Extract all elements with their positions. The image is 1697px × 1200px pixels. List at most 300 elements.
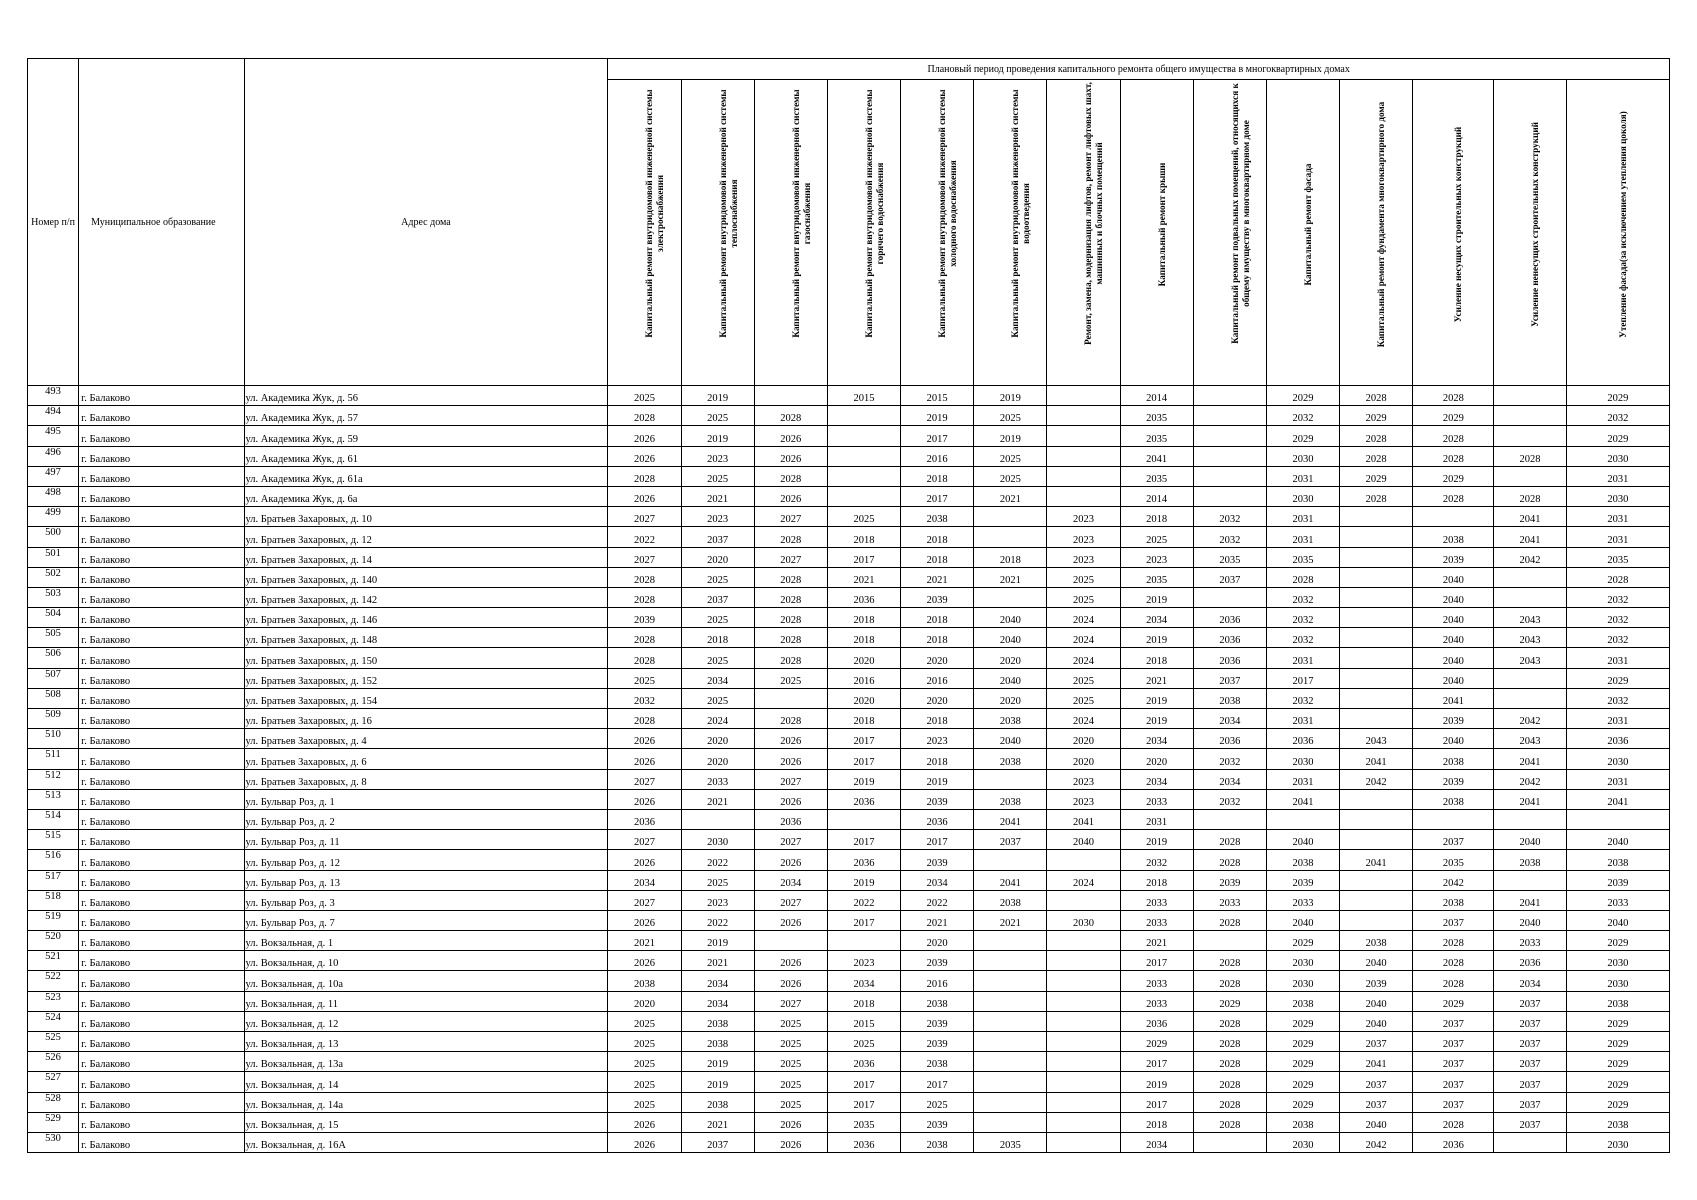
year-cell: 2028 [1193, 951, 1266, 971]
address-cell: ул. Братьев Захаровых, д. 142 [244, 587, 608, 607]
column-header-work-7 [1047, 80, 1120, 386]
year-cell: 2038 [1340, 931, 1413, 951]
year-cell: 2022 [608, 527, 681, 547]
address-cell: ул. Вокзальная, д. 10 [244, 951, 608, 971]
year-cell [974, 931, 1047, 951]
year-cell: 2036 [608, 809, 681, 829]
year-cell: 2024 [681, 709, 754, 729]
year-cell: 2031 [1266, 466, 1339, 486]
year-cell: 2037 [1413, 1032, 1494, 1052]
municipality-cell: г. Балаково [79, 547, 244, 567]
year-cell: 2027 [754, 507, 827, 527]
year-cell: 2026 [754, 910, 827, 930]
year-cell: 2021 [901, 567, 974, 587]
year-cell: 2039 [1340, 971, 1413, 991]
table-row [28, 406, 1670, 426]
year-cell: 2040 [974, 729, 1047, 749]
year-cell [1193, 426, 1266, 446]
table-row [28, 446, 1670, 466]
year-cell: 2037 [1494, 1072, 1566, 1092]
year-cell: 2041 [1340, 1052, 1413, 1072]
year-cell: 2019 [901, 769, 974, 789]
year-cell: 2016 [901, 971, 974, 991]
municipality-cell: г. Балаково [79, 507, 244, 527]
year-cell: 2033 [1120, 890, 1193, 910]
year-cell: 2028 [1193, 1032, 1266, 1052]
year-cell [974, 991, 1047, 1011]
year-cell: 2025 [608, 1092, 681, 1112]
year-cell: 2041 [1340, 850, 1413, 870]
year-cell: 2034 [1193, 709, 1266, 729]
year-cell: 2018 [681, 628, 754, 648]
year-cell: 2037 [1494, 1032, 1566, 1052]
municipality-cell: г. Балаково [79, 527, 244, 547]
year-cell: 2021 [827, 567, 900, 587]
year-cell: 2025 [754, 1092, 827, 1112]
year-cell: 2043 [1494, 628, 1566, 648]
year-cell: 2028 [1413, 1112, 1494, 1132]
table-row [28, 850, 1670, 870]
address-cell: ул. Вокзальная, д. 16А [244, 1132, 608, 1152]
year-cell: 2032 [1120, 850, 1193, 870]
year-cell [827, 426, 900, 446]
year-cell: 2040 [1340, 1011, 1413, 1031]
year-cell: 2017 [1120, 1092, 1193, 1112]
year-cell: 2032 [1566, 628, 1669, 648]
year-cell: 2019 [681, 426, 754, 446]
year-cell: 2028 [754, 406, 827, 426]
year-cell: 2028 [608, 466, 681, 486]
table-row [28, 991, 1670, 1011]
year-cell [827, 466, 900, 486]
year-cell [1494, 567, 1566, 587]
year-cell [1047, 1132, 1120, 1152]
year-cell: 2017 [827, 1092, 900, 1112]
year-cell [1340, 789, 1413, 809]
year-cell [1047, 1092, 1120, 1112]
year-cell: 2038 [1566, 850, 1669, 870]
year-cell [827, 809, 900, 829]
year-cell: 2019 [974, 386, 1047, 406]
table-row [28, 830, 1670, 850]
year-cell: 2028 [754, 709, 827, 729]
row-number: 523 [28, 991, 79, 1011]
year-cell [1047, 1052, 1120, 1072]
year-cell: 2017 [901, 1072, 974, 1092]
row-number: 520 [28, 931, 79, 951]
year-cell: 2018 [901, 466, 974, 486]
year-cell: 2039 [1413, 709, 1494, 729]
year-cell: 2037 [1340, 1072, 1413, 1092]
year-cell: 2028 [1413, 486, 1494, 506]
year-cell: 2032 [1193, 789, 1266, 809]
work-type-label: Усиление несущих строительных конструкций [1453, 126, 1464, 322]
year-cell [1413, 809, 1494, 829]
year-cell: 2021 [681, 951, 754, 971]
row-number: 527 [28, 1072, 79, 1092]
year-cell [974, 1092, 1047, 1112]
year-cell: 2028 [1193, 910, 1266, 930]
table-header [28, 59, 1670, 386]
year-cell: 2040 [1566, 910, 1669, 930]
year-cell: 2041 [1340, 749, 1413, 769]
year-cell: 2020 [827, 648, 900, 668]
year-cell: 2016 [827, 668, 900, 688]
year-cell [1340, 567, 1413, 587]
column-header-address: Адрес дома [244, 59, 608, 386]
year-cell: 2027 [754, 991, 827, 1011]
year-cell: 2028 [1193, 1112, 1266, 1132]
address-cell: ул. Братьев Захаровых, д. 6 [244, 749, 608, 769]
year-cell [1494, 386, 1566, 406]
year-cell [1494, 809, 1566, 829]
municipality-cell: г. Балаково [79, 1092, 244, 1112]
table-row [28, 426, 1670, 446]
year-cell: 2032 [1566, 406, 1669, 426]
row-number: 511 [28, 749, 79, 769]
year-cell [827, 931, 900, 951]
address-cell: ул. Бульвар Роз, д. 1 [244, 789, 608, 809]
year-cell: 2036 [754, 809, 827, 829]
year-cell: 2028 [608, 567, 681, 587]
year-cell: 2025 [901, 1092, 974, 1112]
year-cell: 2040 [1413, 608, 1494, 628]
year-cell: 2028 [754, 587, 827, 607]
year-cell: 2026 [754, 486, 827, 506]
year-cell: 2028 [1413, 446, 1494, 466]
address-cell: ул. Академика Жук, д. 61а [244, 466, 608, 486]
year-cell: 2041 [1566, 789, 1669, 809]
work-type-label: Капитальный ремонт фундамента многоквартирного дома [1376, 101, 1387, 347]
year-cell: 2033 [1120, 789, 1193, 809]
year-cell: 2027 [608, 830, 681, 850]
year-cell: 2019 [1120, 688, 1193, 708]
year-cell: 2040 [1413, 648, 1494, 668]
year-cell: 2032 [1193, 749, 1266, 769]
year-cell: 2025 [827, 507, 900, 527]
year-cell: 2018 [901, 608, 974, 628]
row-number: 521 [28, 951, 79, 971]
year-cell: 2028 [1413, 931, 1494, 951]
year-cell: 2034 [1120, 1132, 1193, 1152]
year-cell: 2035 [1120, 426, 1193, 446]
year-cell: 2028 [1413, 951, 1494, 971]
year-cell: 2034 [681, 668, 754, 688]
year-cell: 2028 [608, 406, 681, 426]
row-number: 503 [28, 587, 79, 607]
year-cell: 2030 [1566, 971, 1669, 991]
year-cell: 2042 [1494, 709, 1566, 729]
year-cell: 2040 [974, 668, 1047, 688]
table-row [28, 547, 1670, 567]
year-cell: 2029 [1266, 386, 1339, 406]
year-cell: 2034 [1494, 971, 1566, 991]
year-cell: 2028 [608, 709, 681, 729]
year-cell: 2041 [1494, 749, 1566, 769]
year-cell: 2034 [681, 991, 754, 1011]
table-row [28, 587, 1670, 607]
year-cell: 2029 [1120, 1032, 1193, 1052]
year-cell: 2034 [1193, 769, 1266, 789]
year-cell: 2019 [681, 386, 754, 406]
municipality-cell: г. Балаково [79, 890, 244, 910]
row-number: 498 [28, 486, 79, 506]
work-type-label: Капитальный ремонт внутридомовой инженерной системы газоснабжения [790, 89, 812, 338]
year-cell: 2038 [1413, 527, 1494, 547]
year-cell [1047, 951, 1120, 971]
year-cell: 2014 [1120, 486, 1193, 506]
year-cell [1047, 406, 1120, 426]
year-cell: 2017 [827, 729, 900, 749]
row-number: 529 [28, 1112, 79, 1132]
year-cell: 2030 [1566, 1132, 1669, 1152]
year-cell: 2025 [754, 1032, 827, 1052]
column-header-work-2 [681, 80, 754, 386]
column-header-work-8 [1120, 80, 1193, 386]
year-cell: 2038 [1566, 1112, 1669, 1132]
year-cell: 2031 [1266, 648, 1339, 668]
year-cell: 2036 [1413, 1132, 1494, 1152]
year-cell: 2017 [827, 830, 900, 850]
year-cell [974, 527, 1047, 547]
year-cell: 2028 [754, 466, 827, 486]
year-cell: 2037 [1340, 1032, 1413, 1052]
year-cell [1494, 870, 1566, 890]
year-cell: 2026 [754, 1132, 827, 1152]
year-cell: 2026 [608, 850, 681, 870]
year-cell: 2037 [1494, 1112, 1566, 1132]
year-cell: 2025 [754, 1052, 827, 1072]
year-cell: 2038 [1566, 991, 1669, 1011]
municipality-cell: г. Балаково [79, 608, 244, 628]
year-cell: 2029 [1566, 1032, 1669, 1052]
year-cell: 2025 [1047, 567, 1120, 587]
year-cell: 2041 [974, 870, 1047, 890]
year-cell: 2031 [1566, 648, 1669, 668]
year-cell: 2038 [1413, 789, 1494, 809]
year-cell: 2024 [1047, 648, 1120, 668]
year-cell: 2017 [901, 426, 974, 446]
year-cell: 2037 [681, 1132, 754, 1152]
year-cell: 2039 [901, 951, 974, 971]
year-cell: 2019 [1120, 709, 1193, 729]
year-cell [1413, 507, 1494, 527]
year-cell: 2040 [1266, 830, 1339, 850]
year-cell: 2023 [1047, 507, 1120, 527]
year-cell: 2028 [754, 567, 827, 587]
year-cell [1340, 688, 1413, 708]
year-cell [754, 688, 827, 708]
table-row [28, 628, 1670, 648]
year-cell: 2032 [1566, 587, 1669, 607]
year-cell: 2028 [754, 527, 827, 547]
year-cell: 2040 [1566, 830, 1669, 850]
year-cell: 2027 [754, 769, 827, 789]
year-cell: 2040 [1494, 910, 1566, 930]
year-cell: 2031 [1266, 527, 1339, 547]
year-cell: 2023 [1047, 547, 1120, 567]
year-cell: 2018 [1120, 507, 1193, 527]
year-cell: 2038 [901, 507, 974, 527]
year-cell: 2028 [1193, 1092, 1266, 1112]
year-cell: 2029 [1566, 931, 1669, 951]
table-row [28, 386, 1670, 406]
year-cell: 2036 [901, 809, 974, 829]
year-cell: 2043 [1494, 608, 1566, 628]
year-cell [1193, 809, 1266, 829]
year-cell [1047, 426, 1120, 446]
column-header-work-5 [901, 80, 974, 386]
table-row [28, 769, 1670, 789]
year-cell: 2038 [974, 749, 1047, 769]
year-cell: 2042 [1494, 547, 1566, 567]
year-cell: 2025 [974, 446, 1047, 466]
year-cell: 2034 [1120, 769, 1193, 789]
year-cell: 2018 [901, 547, 974, 567]
year-cell: 2041 [1494, 890, 1566, 910]
year-cell: 2040 [1340, 1112, 1413, 1132]
year-cell: 2025 [681, 688, 754, 708]
year-cell: 2038 [608, 971, 681, 991]
year-cell: 2019 [1120, 628, 1193, 648]
municipality-cell: г. Балаково [79, 587, 244, 607]
year-cell: 2023 [681, 890, 754, 910]
year-cell: 2027 [608, 769, 681, 789]
year-cell: 2023 [1120, 547, 1193, 567]
year-cell: 2038 [901, 991, 974, 1011]
year-cell: 2040 [1340, 951, 1413, 971]
year-cell: 2018 [827, 628, 900, 648]
address-cell: ул. Братьев Захаровых, д. 4 [244, 729, 608, 749]
address-cell: ул. Братьев Захаровых, д. 8 [244, 769, 608, 789]
year-cell: 2031 [1566, 507, 1669, 527]
year-cell: 2028 [754, 648, 827, 668]
year-cell: 2028 [1193, 971, 1266, 991]
year-cell: 2043 [1494, 729, 1566, 749]
municipality-cell: г. Балаково [79, 850, 244, 870]
municipality-cell: г. Балаково [79, 971, 244, 991]
year-cell: 2036 [827, 1132, 900, 1152]
year-cell: 2038 [1266, 850, 1339, 870]
year-cell: 2021 [901, 910, 974, 930]
year-cell: 2036 [1120, 1011, 1193, 1031]
year-cell: 2038 [1494, 850, 1566, 870]
year-cell: 2031 [1566, 466, 1669, 486]
row-number: 502 [28, 567, 79, 587]
year-cell: 2038 [681, 1011, 754, 1031]
year-cell: 2017 [901, 830, 974, 850]
year-cell [1193, 486, 1266, 506]
year-cell: 2037 [1494, 991, 1566, 1011]
year-cell: 2038 [901, 1132, 974, 1152]
municipality-cell: г. Балаково [79, 688, 244, 708]
column-header-work-10 [1266, 80, 1339, 386]
year-cell: 2029 [1266, 1011, 1339, 1031]
address-cell: ул. Академика Жук, д. 6а [244, 486, 608, 506]
municipality-cell: г. Балаково [79, 729, 244, 749]
year-cell: 2020 [901, 931, 974, 951]
year-cell: 2029 [1413, 406, 1494, 426]
year-cell [1340, 648, 1413, 668]
table-row [28, 567, 1670, 587]
year-cell: 2035 [1566, 547, 1669, 567]
row-number: 495 [28, 426, 79, 446]
municipality-cell: г. Балаково [79, 809, 244, 829]
column-header-work-11 [1340, 80, 1413, 386]
year-cell: 2036 [827, 789, 900, 809]
year-cell: 2031 [1266, 769, 1339, 789]
year-cell: 2031 [1120, 809, 1193, 829]
year-cell: 2031 [1566, 709, 1669, 729]
year-cell [974, 769, 1047, 789]
row-number: 522 [28, 971, 79, 991]
year-cell: 2032 [1193, 527, 1266, 547]
row-number: 506 [28, 648, 79, 668]
year-cell: 2033 [1193, 890, 1266, 910]
year-cell: 2026 [608, 1132, 681, 1152]
year-cell: 2029 [1566, 1011, 1669, 1031]
year-cell [1193, 466, 1266, 486]
year-cell: 2019 [681, 931, 754, 951]
work-type-label: Капитальный ремонт внутридомовой инженерной системы водоотведения [1010, 89, 1031, 338]
year-cell: 2026 [754, 951, 827, 971]
year-cell: 2039 [901, 1011, 974, 1031]
year-cell: 2031 [1266, 709, 1339, 729]
year-cell [1340, 809, 1413, 829]
year-cell [1047, 931, 1120, 951]
year-cell: 2037 [1413, 830, 1494, 850]
municipality-cell: г. Балаково [79, 1132, 244, 1152]
year-cell: 2025 [681, 608, 754, 628]
year-cell [974, 1112, 1047, 1132]
year-cell: 2037 [681, 527, 754, 547]
year-cell [974, 951, 1047, 971]
year-cell: 2040 [974, 628, 1047, 648]
year-cell: 2022 [681, 850, 754, 870]
year-cell: 2028 [608, 587, 681, 607]
year-cell: 2030 [1047, 910, 1120, 930]
year-cell [1047, 386, 1120, 406]
year-cell: 2040 [1413, 729, 1494, 749]
year-cell: 2029 [1566, 426, 1669, 446]
year-cell [1494, 587, 1566, 607]
year-cell: 2037 [1494, 1092, 1566, 1112]
municipality-cell: г. Балаково [79, 1072, 244, 1092]
year-cell: 2025 [608, 1052, 681, 1072]
year-cell: 2027 [754, 547, 827, 567]
year-cell: 2025 [1047, 587, 1120, 607]
table-row [28, 668, 1670, 688]
address-cell: ул. Братьев Захаровых, д. 14 [244, 547, 608, 567]
row-number: 528 [28, 1092, 79, 1112]
year-cell: 2035 [1120, 567, 1193, 587]
column-header-work-3 [754, 80, 827, 386]
year-cell: 2018 [827, 991, 900, 1011]
year-cell: 2037 [1413, 1011, 1494, 1031]
year-cell: 2028 [1340, 486, 1413, 506]
year-cell: 2029 [1266, 1072, 1339, 1092]
table-row [28, 951, 1670, 971]
row-number: 504 [28, 608, 79, 628]
address-cell: ул. Вокзальная, д. 13а [244, 1052, 608, 1072]
year-cell: 2025 [1120, 527, 1193, 547]
header-row-group [28, 59, 1670, 80]
year-cell [1193, 1132, 1266, 1152]
year-cell: 2039 [608, 608, 681, 628]
year-cell: 2036 [827, 587, 900, 607]
year-cell: 2033 [1266, 890, 1339, 910]
address-cell: ул. Бульвар Роз, д. 11 [244, 830, 608, 850]
